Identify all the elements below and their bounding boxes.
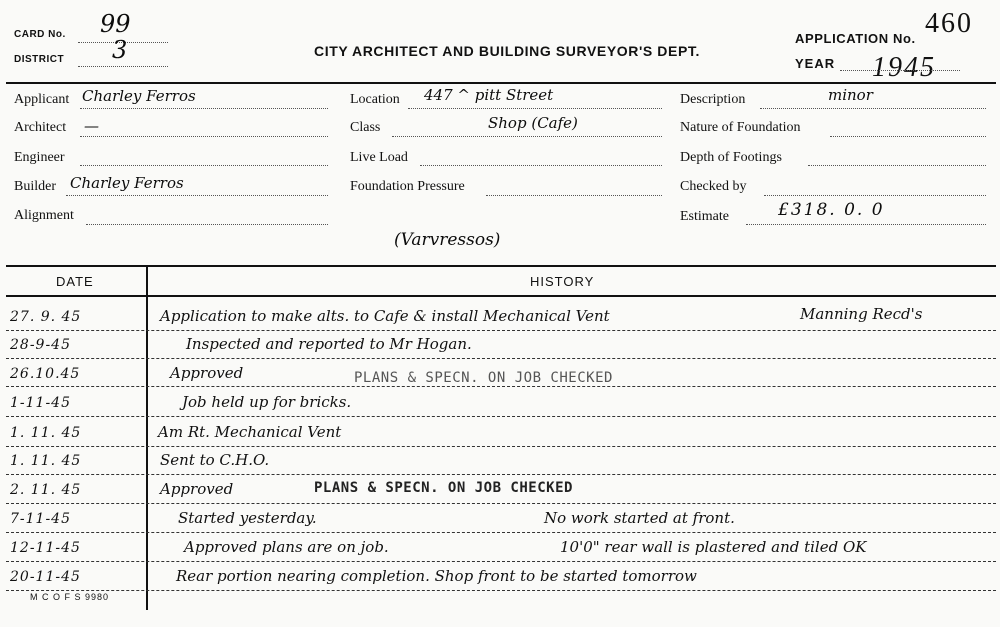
applicant-line <box>80 108 328 109</box>
description-line <box>760 108 986 109</box>
live-load-line <box>420 165 662 166</box>
history-row-note: Job held up for bricks. <box>182 393 352 411</box>
applicant-label: Applicant <box>14 92 70 107</box>
alignment-line <box>86 224 328 225</box>
header-divider <box>6 82 996 84</box>
history-header: HISTORY <box>530 274 595 289</box>
row-rule <box>6 446 996 447</box>
history-row-note: Application to make alts. to Cafe & install Mechanical Vent <box>160 307 610 325</box>
history-row-note: Approved <box>170 364 244 382</box>
row-rule <box>6 358 996 359</box>
history-row-note: Sent to C.H.O. <box>160 451 270 469</box>
foundation-pressure-label: Foundation Pressure <box>350 179 465 194</box>
history-row-date: 28-9-45 <box>10 337 71 353</box>
class-value: Shop (Cafe) <box>488 114 578 132</box>
date-column-divider <box>146 265 148 610</box>
history-row-side-note: No work started at front. <box>544 509 735 527</box>
history-row-note: Approved plans are on job. <box>184 538 389 556</box>
live-load-label: Live Load <box>350 150 408 165</box>
approval-stamp-faded: PLANS & SPECN. ON JOB CHECKED <box>354 370 613 386</box>
history-row-date: 12-11-45 <box>10 540 81 556</box>
table-top-line <box>6 265 996 267</box>
row-rule <box>6 503 996 504</box>
class-line <box>392 136 662 137</box>
district-line <box>78 66 168 67</box>
date-header: DATE <box>56 274 94 289</box>
nature-foundation-line <box>830 136 986 137</box>
district-label: DISTRICT <box>14 54 65 65</box>
location-label: Location <box>350 92 400 107</box>
table-header-line <box>6 295 996 297</box>
year-label: YEAR <box>795 56 836 71</box>
builder-label: Builder <box>14 179 56 194</box>
estimate-value: £318. 0. 0 <box>778 200 885 220</box>
year-value: 1945 <box>872 52 936 83</box>
checked-by-line <box>764 195 986 196</box>
nature-foundation-label: Nature of Foundation <box>680 120 801 135</box>
class-label: Class <box>350 120 381 135</box>
architect-value: — <box>84 117 99 135</box>
location-line <box>408 108 662 109</box>
description-label: Description <box>680 92 746 107</box>
history-row-side-note: Manning Recd's <box>800 305 923 323</box>
applicant-value: Charley Ferros <box>82 87 196 105</box>
row-rule <box>6 330 996 331</box>
bracket-note: (Varvressos) <box>394 230 501 250</box>
history-row-note: Started yesterday. <box>178 509 317 527</box>
department-title: CITY ARCHITECT AND BUILDING SURVEYOR'S DEPT. <box>314 43 700 59</box>
history-row-date: 1. 11. 45 <box>10 453 82 469</box>
application-number: 460 <box>925 8 973 39</box>
architect-label: Architect <box>14 120 67 135</box>
description-value: minor <box>828 86 873 104</box>
year-line <box>840 70 960 71</box>
builder-line <box>66 195 328 196</box>
history-row-note: Approved <box>160 480 234 498</box>
card-no-value: 99 <box>100 10 131 38</box>
engineer-label: Engineer <box>14 150 65 165</box>
history-row-note: Am Rt. Mechanical Vent <box>158 423 342 441</box>
history-row-note: Inspected and reported to Mr Hogan. <box>186 335 472 353</box>
checked-by-label: Checked by <box>680 179 747 194</box>
application-label: APPLICATION No. <box>795 31 916 46</box>
card-no-label: CARD No. <box>14 29 66 40</box>
district-value: 3 <box>112 36 128 64</box>
history-row-date: 2. 11. 45 <box>10 482 82 498</box>
row-rule <box>6 386 996 387</box>
approval-stamp: PLANS & SPECN. ON JOB CHECKED <box>314 480 573 496</box>
depth-footings-line <box>808 165 986 166</box>
form-code: M C O F S 9980 <box>30 592 110 602</box>
engineer-line <box>80 165 328 166</box>
history-row-date: 20-11-45 <box>10 569 81 585</box>
estimate-label: Estimate <box>680 209 729 224</box>
history-row-date: 1. 11. 45 <box>10 425 82 441</box>
history-row-side-note: 10'0" rear wall is plastered and tiled OK <box>560 538 867 556</box>
architect-line <box>80 136 328 137</box>
row-rule <box>6 590 996 591</box>
row-rule <box>6 561 996 562</box>
history-row-date: 27. 9. 45 <box>10 309 82 325</box>
history-row-note: Rear portion nearing completion. Shop front to be started tomorrow <box>176 567 697 585</box>
estimate-line <box>746 224 986 225</box>
history-row-date: 26.10.45 <box>10 366 81 382</box>
alignment-label: Alignment <box>14 208 74 223</box>
foundation-pressure-line <box>486 195 662 196</box>
row-rule <box>6 532 996 533</box>
location-value: 447 ^ pitt Street <box>424 86 554 104</box>
history-row-date: 1-11-45 <box>10 395 71 411</box>
row-rule <box>6 416 996 417</box>
depth-footings-label: Depth of Footings <box>680 150 782 165</box>
builder-value: Charley Ferros <box>70 174 184 192</box>
row-rule <box>6 474 996 475</box>
history-row-date: 7-11-45 <box>10 511 71 527</box>
